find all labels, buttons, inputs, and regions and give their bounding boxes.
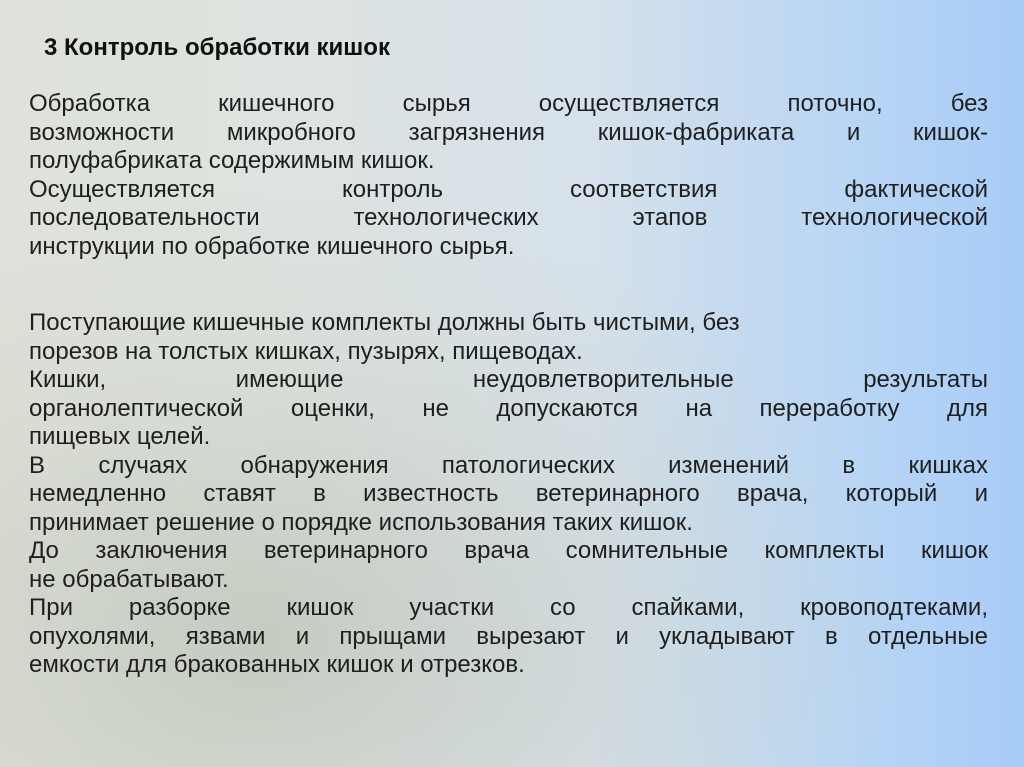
- text-line: емкости для бракованных кишок и отрезков.: [29, 651, 525, 678]
- text-line: последовательности технологических этапов технологической: [29, 204, 988, 231]
- text-line: Поступающие кишечные комплекты должны быть чистыми, без: [29, 309, 740, 336]
- paragraph-block-processing: [29, 90, 988, 261]
- text-line: Осуществляется контроль соответствия фактической: [29, 175, 988, 203]
- text-line: инструкции по обработке кишечного сырья.: [29, 232, 515, 260]
- text-line: органолептической оценки, не допускаются на переработку для: [29, 394, 988, 422]
- paragraph-block-requirements: [29, 309, 988, 680]
- text-line: не обрабатывают.: [29, 565, 229, 593]
- text-line: При разборке кишок участки со спайками, кровоподтеками,: [29, 594, 988, 621]
- text-line: возможности микробного загрязнения кишок-фабриката и кишок-: [29, 118, 988, 146]
- text-line: До заключения ветеринарного врача сомнительные комплекты кишок: [29, 537, 988, 564]
- text-line: полуфабриката содержимым кишок.: [29, 147, 435, 174]
- text-line: порезов на толстых кишках, пузырях, пищеводах.: [29, 337, 583, 365]
- text-line: Кишки, имеющие неудовлетворительные результаты: [29, 366, 988, 393]
- text-line: принимает решение о порядке использования таких кишок.: [29, 508, 693, 536]
- text-line: опухолями, язвами и прыщами вырезают и укладывают в отдельные: [29, 622, 988, 650]
- text-line: пищевых целей.: [29, 423, 211, 450]
- text-line: Обработка кишечного сырья осуществляется поточно, без: [29, 90, 988, 117]
- slide-title: 3 Контроль обработки кишок: [44, 34, 390, 61]
- text-line: В случаях обнаружения патологических изменений в кишках: [29, 451, 988, 479]
- text-line: немедленно ставят в известность ветеринарного врача, который и: [29, 480, 988, 507]
